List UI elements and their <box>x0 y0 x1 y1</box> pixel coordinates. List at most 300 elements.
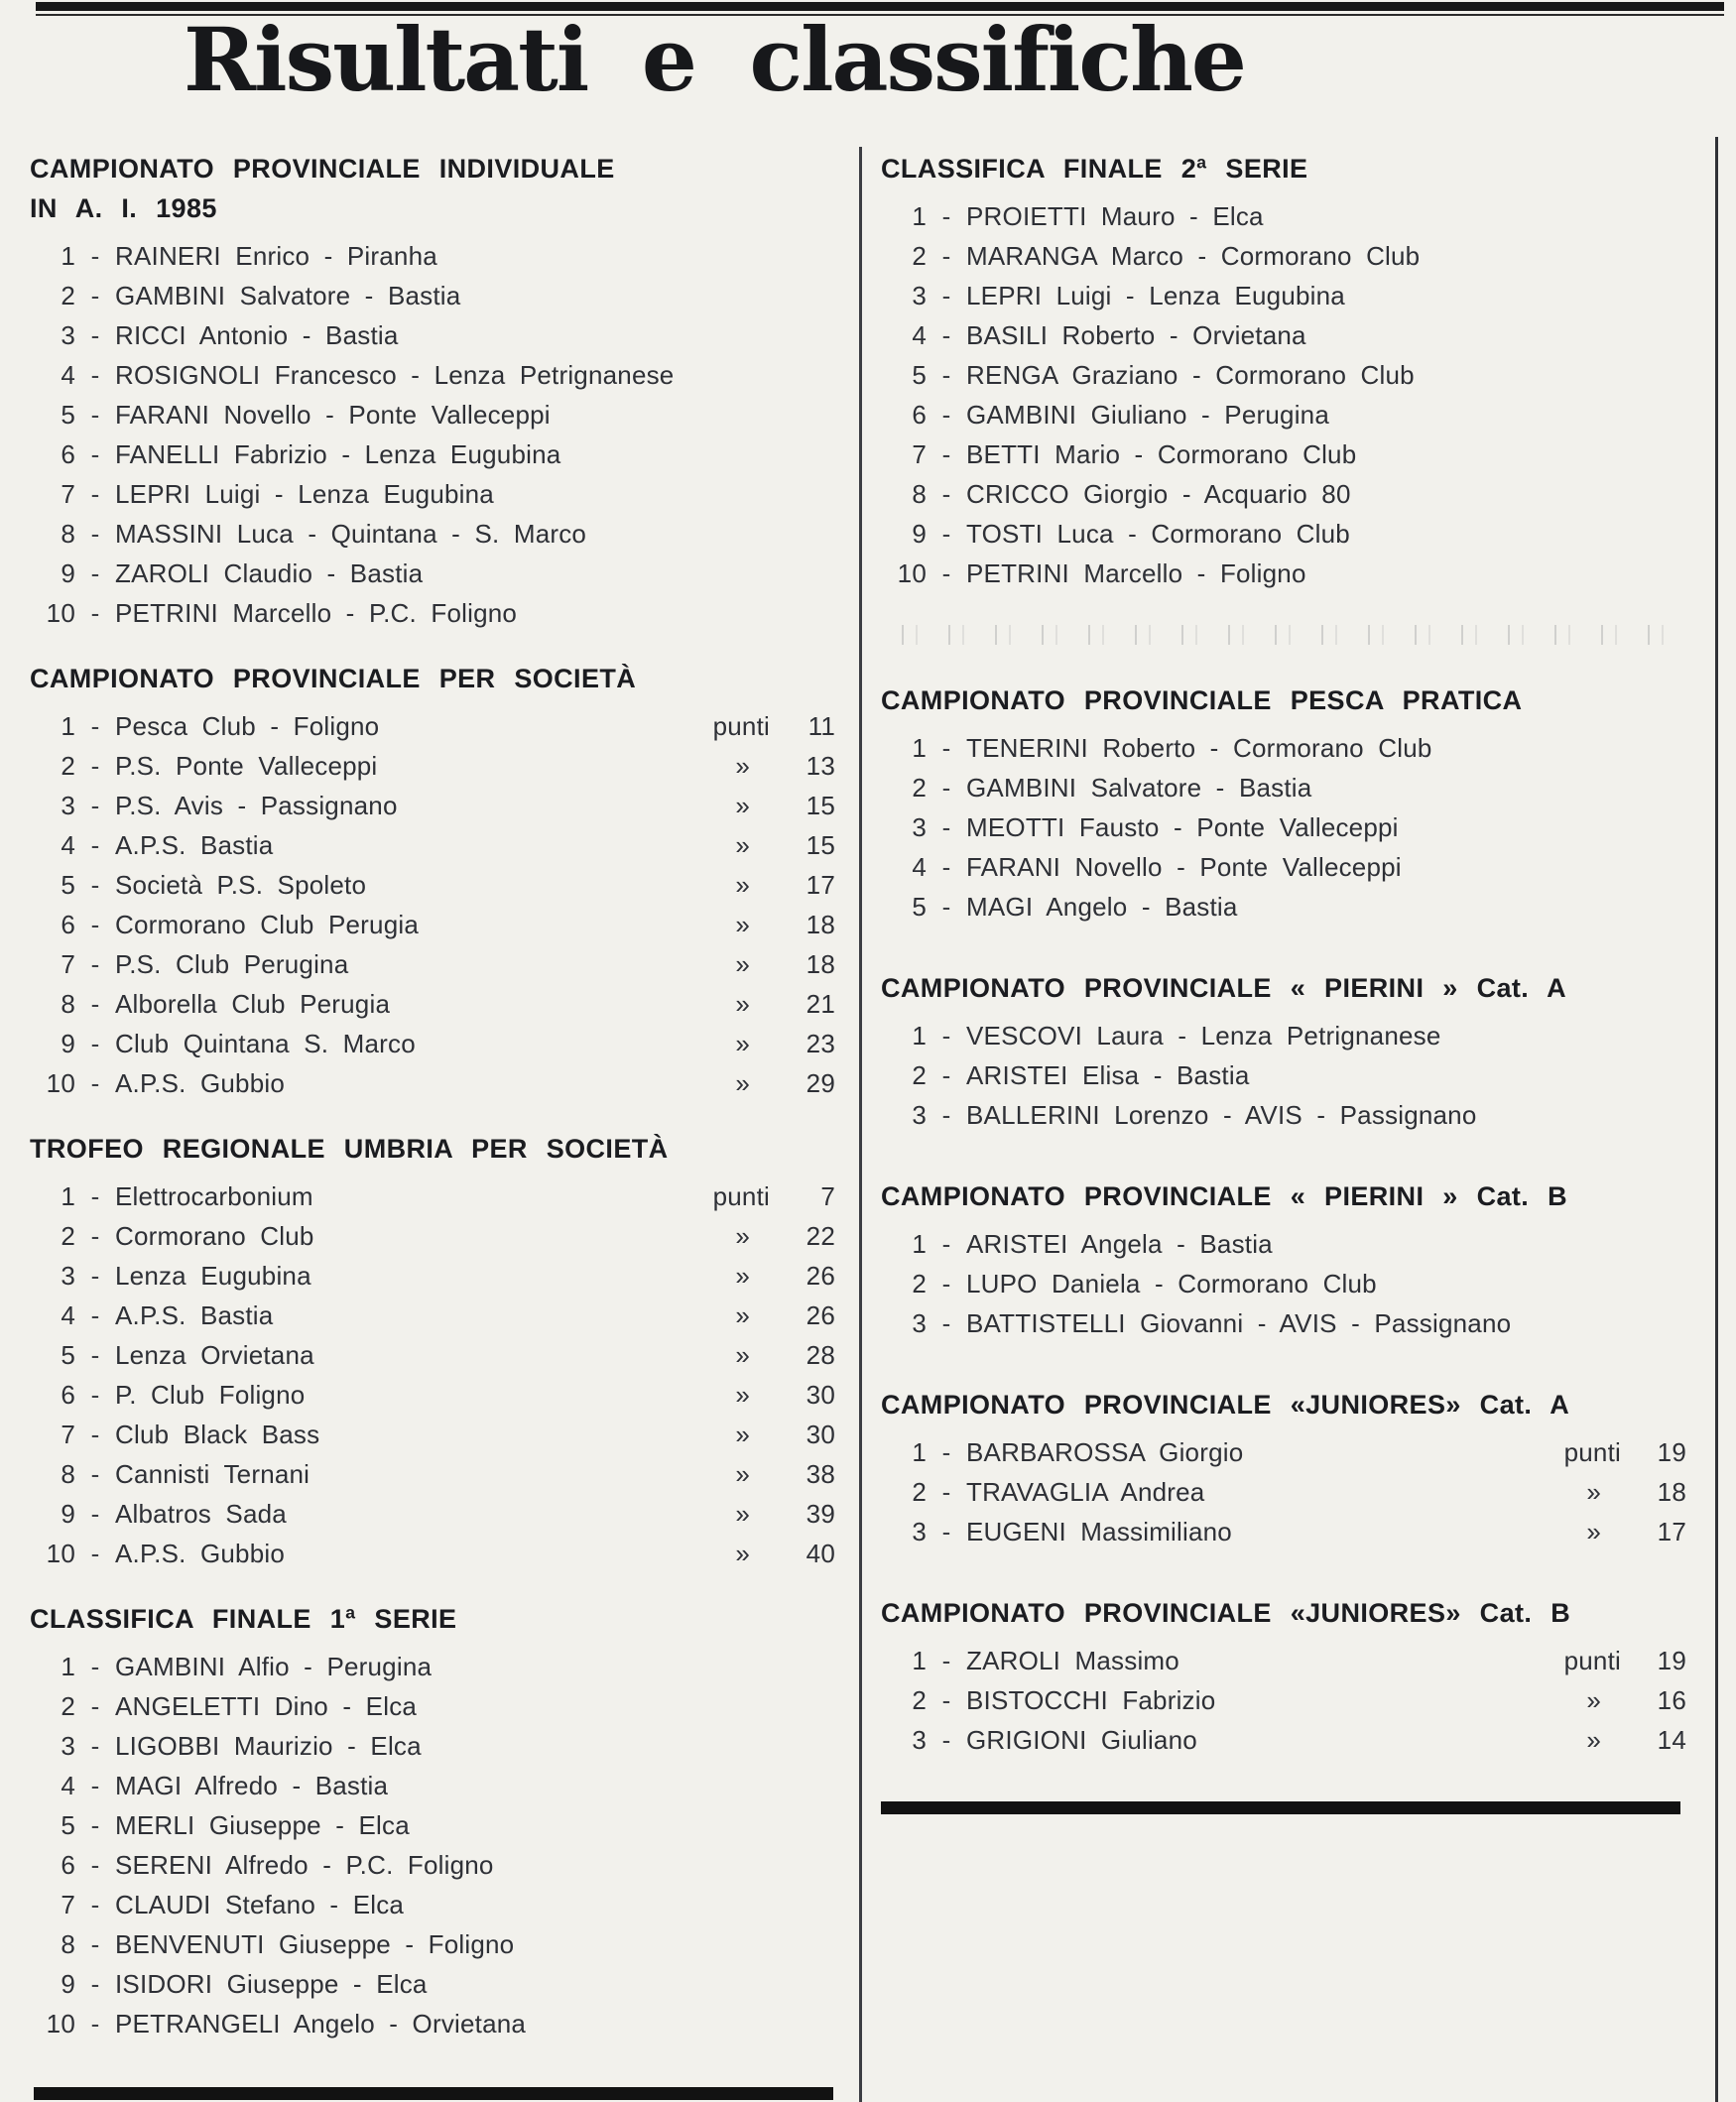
punti-label: » <box>735 1221 750 1251</box>
result-row <box>30 355 835 395</box>
rank-label: 9 <box>61 1969 75 1999</box>
section-title: CAMPIONATO PROVINCIALE « PIERINI » Cat. A <box>881 973 1566 1003</box>
rank-separator: - <box>90 1731 100 1761</box>
result-row <box>30 1647 835 1686</box>
rank-separator: - <box>90 1810 100 1840</box>
competitor-name: GAMBINI Alfio - Perugina <box>115 1652 433 1681</box>
competitor-name: BASILI Roberto - Orvietana <box>966 320 1306 350</box>
points-value: 39 <box>806 1499 835 1529</box>
rank-separator: - <box>90 1652 100 1681</box>
competitor-name: GRIGIONI Giuliano <box>966 1725 1197 1755</box>
competitor-name: PETRINI Marcello - P.C. Foligno <box>115 598 518 628</box>
points-value: 26 <box>806 1300 835 1330</box>
competitor-name: A.P.S. Bastia <box>115 1300 274 1330</box>
result-row <box>30 944 835 984</box>
rank-separator: - <box>941 479 951 509</box>
result-section <box>30 659 835 1103</box>
rank-separator: - <box>90 1499 100 1529</box>
rank-separator: - <box>90 1459 100 1489</box>
rank-separator: - <box>941 519 951 549</box>
result-row <box>30 706 835 746</box>
result-list <box>30 1176 835 1573</box>
rank-separator: - <box>90 241 100 271</box>
rank-label: 3 <box>912 281 927 310</box>
result-row <box>30 236 835 276</box>
result-section <box>881 680 1686 927</box>
rank-label: 9 <box>61 1029 75 1058</box>
rank-label: 1 <box>912 201 927 231</box>
competitor-name: ANGELETTI Dino - Elca <box>115 1691 418 1721</box>
result-section <box>881 968 1686 1135</box>
rank-label: 1 <box>61 711 75 741</box>
result-row <box>30 1534 835 1573</box>
rank-separator: - <box>90 598 100 628</box>
rank-label: 10 <box>46 1539 75 1568</box>
rank-separator: - <box>941 558 951 588</box>
result-row <box>30 786 835 825</box>
rank-label: 7 <box>912 439 927 469</box>
result-row <box>881 1055 1686 1095</box>
rank-separator: - <box>90 1029 100 1058</box>
competitor-name: P.S. Avis - Passignano <box>115 791 398 820</box>
points-value: 22 <box>806 1221 835 1251</box>
competitor-name: TOSTI Luca - Cormorano Club <box>966 519 1350 549</box>
rank-separator: - <box>90 1340 100 1370</box>
result-row <box>881 276 1686 315</box>
competitor-name: FANELLI Fabrizio - Lenza Eugubina <box>115 439 561 469</box>
rank-label: 9 <box>61 1499 75 1529</box>
competitor-name: RAINERI Enrico - Piranha <box>115 241 437 271</box>
competitor-name: FARANI Novello - Ponte Valleceppi <box>115 400 551 430</box>
result-row <box>30 1805 835 1845</box>
section-title: CAMPIONATO PROVINCIALE PESCA PRATICA <box>881 685 1523 715</box>
rank-separator: - <box>90 1890 100 1919</box>
result-list <box>881 1432 1686 1551</box>
punti-label: » <box>735 1499 750 1529</box>
result-row <box>30 1726 835 1766</box>
result-row <box>881 1432 1686 1472</box>
result-row <box>881 1224 1686 1264</box>
rank-label: 1 <box>912 1021 927 1051</box>
competitor-name: Club Black Bass <box>115 1420 320 1449</box>
result-row <box>881 1720 1686 1760</box>
competitor-name: GAMBINI Salvatore - Bastia <box>966 773 1312 803</box>
rank-label: 8 <box>61 989 75 1019</box>
result-row <box>881 1680 1686 1720</box>
points-value: 18 <box>1657 1477 1686 1507</box>
result-row <box>30 554 835 593</box>
rank-separator: - <box>941 1060 951 1090</box>
result-row <box>30 1296 835 1335</box>
rank-label: 2 <box>61 1691 75 1721</box>
competitor-name: Lenza Eugubina <box>115 1261 311 1291</box>
competitor-name: MEOTTI Fausto - Ponte Valleceppi <box>966 812 1399 842</box>
rank-label: 4 <box>61 1300 75 1330</box>
rank-separator: - <box>90 519 100 549</box>
rank-label: 10 <box>46 2009 75 2039</box>
rank-separator: - <box>90 1691 100 1721</box>
bottom-rule <box>34 2087 833 2100</box>
result-row <box>30 905 835 944</box>
rank-separator: - <box>941 773 951 803</box>
points-value: 30 <box>806 1420 835 1449</box>
bottom-rule <box>881 1801 1680 1814</box>
competitor-name: CRICCO Giorgio - Acquario 80 <box>966 479 1351 509</box>
rank-label: 1 <box>912 1646 927 1675</box>
rank-separator: - <box>941 1477 951 1507</box>
rank-separator: - <box>941 439 951 469</box>
result-row <box>30 1454 835 1494</box>
punti-label: » <box>1586 1725 1601 1755</box>
points-value: 21 <box>806 989 835 1019</box>
competitor-name: MASSINI Luca - Quintana - S. Marco <box>115 519 587 549</box>
competitor-name: Cormorano Club <box>115 1221 314 1251</box>
result-row <box>30 1024 835 1063</box>
points-value: 19 <box>1657 1646 1686 1675</box>
points-value: 15 <box>806 791 835 820</box>
competitor-name: BARBAROSSA Giorgio <box>966 1437 1244 1467</box>
result-row <box>881 355 1686 395</box>
points-value: 16 <box>1657 1685 1686 1715</box>
competitor-name: P.S. Ponte Valleceppi <box>115 751 378 781</box>
competitor-name: A.P.S. Bastia <box>115 830 274 860</box>
rank-label: 7 <box>61 1890 75 1919</box>
result-section <box>881 1593 1686 1760</box>
competitor-name: CLAUDI Stefano - Elca <box>115 1890 405 1919</box>
rank-label: 5 <box>912 360 927 390</box>
rank-label: 10 <box>897 558 927 588</box>
result-row <box>30 1494 835 1534</box>
rank-label: 6 <box>61 1380 75 1410</box>
competitor-name: LIGOBBI Maurizio - Elca <box>115 1731 422 1761</box>
points-value: 23 <box>806 1029 835 1058</box>
competitor-name: LEPRI Luigi - Lenza Eugubina <box>966 281 1345 310</box>
rank-separator: - <box>90 2009 100 2039</box>
column-divider <box>859 147 862 2102</box>
punti-label: » <box>1586 1685 1601 1715</box>
rank-label: 5 <box>61 1340 75 1370</box>
result-row <box>30 2004 835 2043</box>
rank-separator: - <box>90 910 100 939</box>
result-section <box>30 149 835 633</box>
rank-separator: - <box>941 1517 951 1546</box>
rank-label: 1 <box>912 733 927 763</box>
competitor-name: P.S. Club Perugina <box>115 949 349 979</box>
competitor-name: BALLERINI Lorenzo - AVIS - Passignano <box>966 1100 1477 1130</box>
rank-label: 8 <box>61 519 75 549</box>
rank-label: 1 <box>912 1229 927 1259</box>
rank-label: 6 <box>61 1850 75 1880</box>
result-row <box>30 514 835 554</box>
rank-label: 4 <box>61 830 75 860</box>
competitor-name: BATTISTELLI Giovanni - AVIS - Passignano <box>966 1308 1512 1338</box>
result-list <box>881 728 1686 927</box>
competitor-name: PROIETTI Mauro - Elca <box>966 201 1264 231</box>
competitor-name: MERLI Giuseppe - Elca <box>115 1810 410 1840</box>
result-row <box>30 1176 835 1216</box>
points-value: 28 <box>806 1340 835 1370</box>
left-column <box>30 149 835 2100</box>
section-title-line2: IN A. I. 1985 <box>30 193 217 223</box>
rank-label: 3 <box>61 1261 75 1291</box>
rank-separator: - <box>941 201 951 231</box>
points-value: 29 <box>806 1068 835 1098</box>
competitor-name: Club Quintana S. Marco <box>115 1029 416 1058</box>
rank-separator: - <box>90 558 100 588</box>
competitor-name: BENVENUTI Giuseppe - Foligno <box>115 1929 515 1959</box>
rank-separator: - <box>90 479 100 509</box>
competitor-name: ZAROLI Massimo <box>966 1646 1179 1675</box>
rank-label: 5 <box>61 870 75 900</box>
rank-separator: - <box>90 360 100 390</box>
rank-label: 1 <box>61 1652 75 1681</box>
rank-label: 1 <box>61 241 75 271</box>
competitor-name: GAMBINI Giuliano - Perugina <box>966 400 1329 430</box>
section-title: CAMPIONATO PROVINCIALE «JUNIORES» Cat. A <box>881 1390 1570 1420</box>
result-row <box>881 1641 1686 1680</box>
rank-separator: - <box>941 1685 951 1715</box>
punti-label: » <box>735 1380 750 1410</box>
section-title: CLASSIFICA FINALE 2ª SERIE <box>881 154 1308 184</box>
result-row <box>881 514 1686 554</box>
points-value: 17 <box>806 870 835 900</box>
competitor-name: ARISTEI Angela - Bastia <box>966 1229 1273 1259</box>
section-title: CLASSIFICA FINALE 1ª SERIE <box>30 1604 457 1634</box>
competitor-name: SERENI Alfredo - P.C. Foligno <box>115 1850 494 1880</box>
rank-label: 8 <box>61 1929 75 1959</box>
punti-label: » <box>735 989 750 1019</box>
competitor-name: Lenza Orvietana <box>115 1340 314 1370</box>
competitor-name: PETRANGELI Angelo - Orvietana <box>115 2009 527 2039</box>
result-row <box>881 807 1686 847</box>
right-column <box>881 149 1686 1814</box>
points-value: 11 <box>807 711 835 741</box>
competitor-name: TENERINI Roberto - Cormorano Club <box>966 733 1432 763</box>
result-row <box>30 1924 835 1964</box>
points-value: 38 <box>806 1459 835 1489</box>
competitor-name: PETRINI Marcello - Foligno <box>966 558 1306 588</box>
competitor-name: Pesca Club - Foligno <box>115 711 380 741</box>
result-row <box>881 887 1686 927</box>
points-value: 17 <box>1657 1517 1686 1546</box>
competitor-name: Società P.S. Spoleto <box>115 870 367 900</box>
punti-label: punti <box>712 1181 770 1211</box>
punti-label: » <box>735 910 750 939</box>
result-row <box>30 395 835 434</box>
rank-label: 10 <box>46 598 75 628</box>
rank-label: 3 <box>61 320 75 350</box>
result-row <box>881 554 1686 593</box>
competitor-name: FARANI Novello - Ponte Valleceppi <box>966 852 1402 882</box>
competitor-name: Elettrocarbonium <box>115 1181 313 1211</box>
result-section <box>881 1176 1686 1343</box>
result-list <box>881 196 1686 593</box>
points-value: 19 <box>1657 1437 1686 1467</box>
rank-label: 3 <box>912 1517 927 1546</box>
rank-separator: - <box>90 1181 100 1211</box>
result-row <box>30 1964 835 2004</box>
rank-label: 3 <box>912 1308 927 1338</box>
rank-separator: - <box>90 439 100 469</box>
result-row <box>881 1095 1686 1135</box>
rank-separator: - <box>90 989 100 1019</box>
page-title: Risultati e classifiche <box>184 8 1245 111</box>
rank-label: 4 <box>61 360 75 390</box>
section-title: CAMPIONATO PROVINCIALE PER SOCIETÀ <box>30 664 637 693</box>
punti-label: » <box>735 1300 750 1330</box>
punti-label: » <box>735 791 750 820</box>
result-row <box>30 1415 835 1454</box>
rank-label: 2 <box>61 751 75 781</box>
punti-label: punti <box>712 711 770 741</box>
rank-label: 8 <box>912 479 927 509</box>
competitor-name: A.P.S. Gubbio <box>115 1539 286 1568</box>
punti-label: » <box>735 1068 750 1098</box>
rank-label: 4 <box>912 852 927 882</box>
result-section <box>30 1129 835 1573</box>
competitor-name: RICCI Antonio - Bastia <box>115 320 399 350</box>
result-list <box>30 1647 835 2043</box>
rank-label: 9 <box>61 558 75 588</box>
result-row <box>30 434 835 474</box>
punti-label: » <box>735 870 750 900</box>
punti-label: » <box>735 1261 750 1291</box>
competitor-name: P. Club Foligno <box>115 1380 306 1410</box>
punti-label: punti <box>1563 1646 1621 1675</box>
result-row <box>881 1264 1686 1303</box>
rank-separator: - <box>941 241 951 271</box>
rank-separator: - <box>90 949 100 979</box>
punti-label: » <box>735 949 750 979</box>
rank-separator: - <box>90 1068 100 1098</box>
result-row <box>881 434 1686 474</box>
punti-label: » <box>735 1539 750 1568</box>
result-row <box>881 1472 1686 1512</box>
points-value: 7 <box>820 1181 835 1211</box>
result-row <box>30 865 835 905</box>
result-section <box>881 149 1686 593</box>
rank-label: 1 <box>61 1181 75 1211</box>
rank-label: 6 <box>912 400 927 430</box>
rank-label: 3 <box>61 791 75 820</box>
result-row <box>30 276 835 315</box>
punti-label: » <box>1586 1517 1601 1546</box>
points-value: 26 <box>806 1261 835 1291</box>
rank-separator: - <box>90 281 100 310</box>
points-value: 30 <box>806 1380 835 1410</box>
rank-separator: - <box>941 1021 951 1051</box>
rank-label: 5 <box>61 400 75 430</box>
result-row <box>881 1303 1686 1343</box>
rank-separator: - <box>90 1929 100 1959</box>
scan-artifact <box>885 625 1671 645</box>
rank-separator: - <box>90 1380 100 1410</box>
rank-separator: - <box>941 400 951 430</box>
rank-label: 10 <box>46 1068 75 1098</box>
rank-label: 8 <box>61 1459 75 1489</box>
punti-label: » <box>735 1029 750 1058</box>
rank-label: 6 <box>61 439 75 469</box>
result-section <box>30 1599 835 2043</box>
rank-label: 9 <box>912 519 927 549</box>
competitor-name: EUGENI Massimiliano <box>966 1517 1232 1546</box>
competitor-name: LUPO Daniela - Cormorano Club <box>966 1269 1377 1298</box>
rank-label: 4 <box>61 1771 75 1800</box>
rank-separator: - <box>941 1725 951 1755</box>
result-row <box>881 196 1686 236</box>
rank-separator: - <box>941 360 951 390</box>
rank-separator: - <box>941 852 951 882</box>
punti-label: » <box>735 1420 750 1449</box>
result-row <box>30 1335 835 1375</box>
result-row <box>30 1845 835 1885</box>
punti-label: punti <box>1563 1437 1621 1467</box>
rank-label: 2 <box>912 1269 927 1298</box>
rank-separator: - <box>941 733 951 763</box>
section-title: CAMPIONATO PROVINCIALE «JUNIORES» Cat. B <box>881 1598 1571 1628</box>
rank-label: 5 <box>61 1810 75 1840</box>
competitor-name: TRAVAGLIA Andrea <box>966 1477 1205 1507</box>
points-value: 14 <box>1657 1725 1686 1755</box>
rank-label: 2 <box>912 1477 927 1507</box>
rank-label: 7 <box>61 479 75 509</box>
punti-label: » <box>735 751 750 781</box>
rank-separator: - <box>941 1100 951 1130</box>
result-row <box>30 1256 835 1296</box>
rank-separator: - <box>90 1771 100 1800</box>
result-list <box>30 236 835 633</box>
competitor-name: Albatros Sada <box>115 1499 287 1529</box>
rank-separator: - <box>90 1221 100 1251</box>
result-list <box>881 1016 1686 1135</box>
section-title: CAMPIONATO PROVINCIALE « PIERINI » Cat. B <box>881 1181 1567 1211</box>
rank-separator: - <box>90 1300 100 1330</box>
competitor-name: LEPRI Luigi - Lenza Eugubina <box>115 479 494 509</box>
competitor-name: BISTOCCHI Fabrizio <box>966 1685 1216 1715</box>
result-row <box>30 1766 835 1805</box>
rank-separator: - <box>90 400 100 430</box>
rank-separator: - <box>90 1420 100 1449</box>
competitor-name: ARISTEI Elisa - Bastia <box>966 1060 1250 1090</box>
section-title: TROFEO REGIONALE UMBRIA PER SOCIETÀ <box>30 1134 669 1164</box>
points-value: 15 <box>806 830 835 860</box>
competitor-name: Alborella Club Perugia <box>115 989 391 1019</box>
competitor-name: MAGI Angelo - Bastia <box>966 892 1238 922</box>
rank-label: 3 <box>912 1100 927 1130</box>
rank-separator: - <box>941 1269 951 1298</box>
points-value: 40 <box>806 1539 835 1568</box>
rank-separator: - <box>90 751 100 781</box>
rank-separator: - <box>90 1969 100 1999</box>
punti-label: » <box>1586 1477 1601 1507</box>
result-row <box>30 825 835 865</box>
rank-label: 2 <box>912 773 927 803</box>
competitor-name: ZAROLI Claudio - Bastia <box>115 558 424 588</box>
result-row <box>30 1216 835 1256</box>
rank-separator: - <box>941 281 951 310</box>
result-row <box>881 847 1686 887</box>
rank-separator: - <box>90 791 100 820</box>
result-row <box>881 236 1686 276</box>
points-value: 18 <box>806 949 835 979</box>
competitor-name: A.P.S. Gubbio <box>115 1068 286 1098</box>
rank-separator: - <box>90 1850 100 1880</box>
competitor-name: ROSIGNOLI Francesco - Lenza Petrignanese <box>115 360 675 390</box>
section-title: CAMPIONATO PROVINCIALE INDIVIDUALE <box>30 154 615 184</box>
competitor-name: Cormorano Club Perugia <box>115 910 419 939</box>
result-section <box>881 1385 1686 1551</box>
rank-separator: - <box>90 870 100 900</box>
